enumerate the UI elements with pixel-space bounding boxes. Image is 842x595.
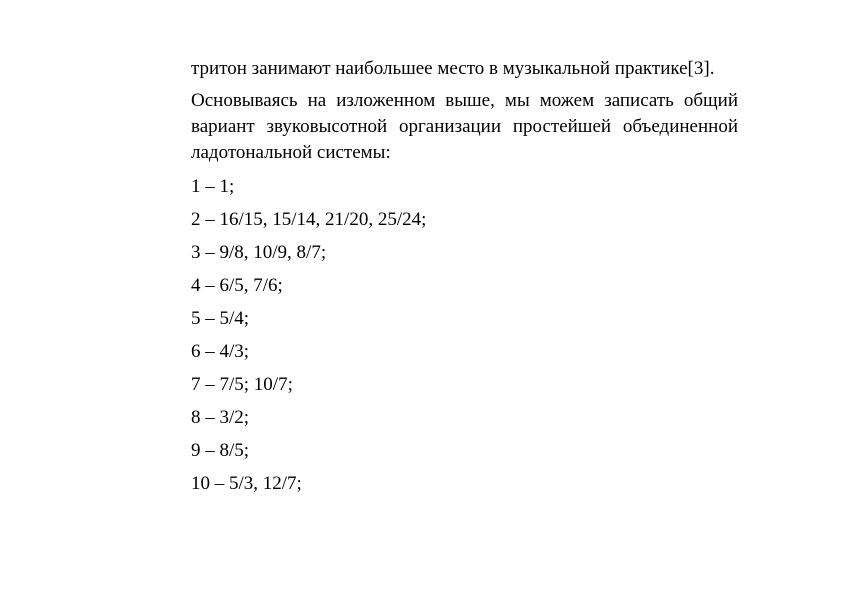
list-item: 2 – 16/15, 15/14, 21/20, 25/24;: [191, 209, 427, 230]
list-item: 1 – 1;: [191, 176, 235, 197]
list-item: 6 – 4/3;: [191, 341, 250, 362]
document-page: [191, 56, 738, 504]
list-item: 8 – 3/2;: [191, 407, 250, 428]
list-item: 3 – 9/8, 10/9, 8/7;: [191, 242, 327, 263]
list-item: 4 – 6/5, 7/6;: [191, 275, 283, 296]
list-item: 7 – 7/5; 10/7;: [191, 374, 293, 395]
paragraph-text: тритон занимают наибольшее место в музыкальной практике[3].: [191, 58, 715, 79]
interval-list: [191, 174, 738, 497]
paragraph-text: Основываясь на изложенном выше, мы можем записать общий вариант звуковысотной организации простейшей объединенной ладотональной системы:: [191, 90, 738, 163]
list-item: 9 – 8/5;: [191, 440, 250, 461]
list-item: 10 – 5/3, 12/7;: [191, 473, 302, 494]
list-item: 5 – 5/4;: [191, 308, 250, 329]
